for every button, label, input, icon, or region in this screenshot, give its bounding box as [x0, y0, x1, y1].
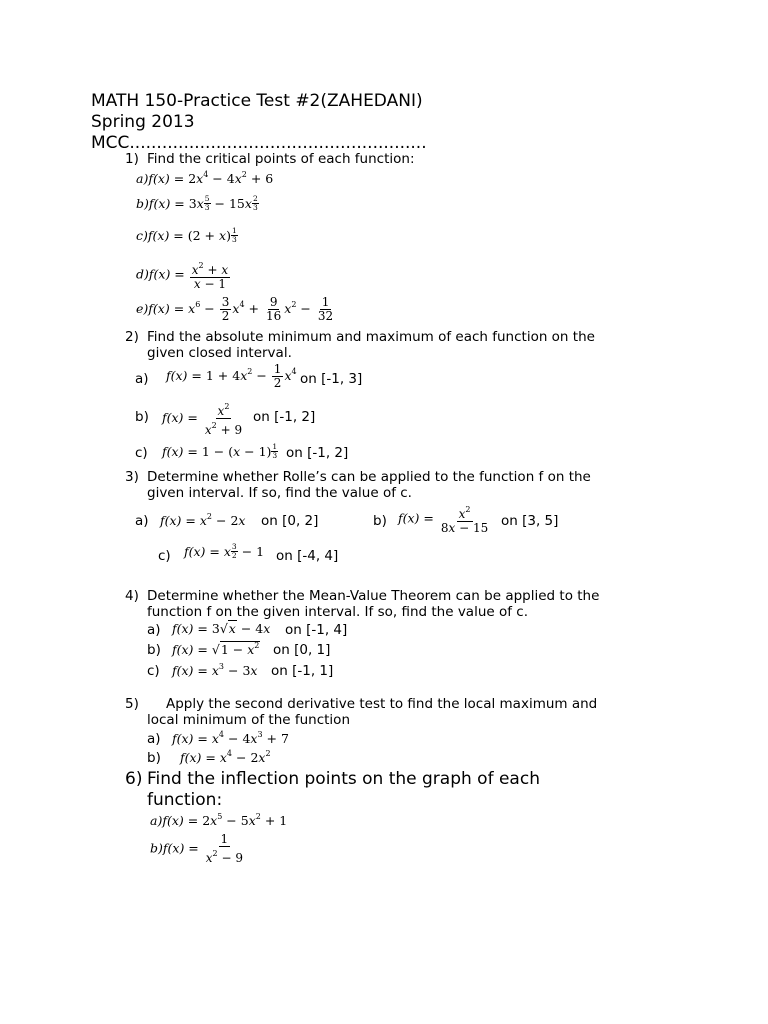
- q1b-label: b): [136, 196, 149, 211]
- q5-line1: Apply the second derivative test to find the local maximum and: [166, 696, 598, 712]
- q4b-equation: $f(x) = √1 - x^2$: [172, 641, 260, 657]
- q2a-label: a): [135, 371, 149, 387]
- q1-number: 1): [125, 151, 139, 167]
- q3b-label: b): [373, 513, 387, 529]
- q1b-equation: b)f(x) = 3x $\frac{5}{3}$ − 15x $\frac{2}{3}$: [136, 194, 258, 212]
- q3a-interval: on [0, 2]: [261, 513, 319, 529]
- q4a-label: a): [147, 622, 161, 638]
- q3a-label: a): [135, 513, 149, 529]
- term: Spring 2013: [91, 112, 195, 132]
- q1c-equation: c)f(x) = (2 + x) $\frac{1}{3}$: [136, 226, 237, 244]
- q4c-interval: on [-1, 1]: [271, 663, 334, 679]
- q1d-equation: d)f(x) = $\frac{x^2 + x}{x - 1}$: [136, 261, 229, 291]
- q5a-label: a): [147, 731, 161, 747]
- q4c-label: c): [147, 663, 160, 679]
- q2a-equation: $f(x) = 1 + 4x^2$ − $\frac{1}{2}$ $x^4$: [166, 362, 297, 390]
- q4b-label: b): [147, 642, 161, 658]
- q2-line2: given closed interval.: [147, 345, 292, 361]
- q2b-label: b): [135, 409, 149, 425]
- q2c-label: c): [135, 445, 148, 461]
- q2a-interval: on [-1, 3]: [300, 371, 363, 387]
- q6a-label: a): [150, 813, 163, 828]
- q2b-equation: f(x) = $\frac{x^2}{x^2 + 9}$: [162, 402, 243, 437]
- q4a-interval: on [-1, 4]: [285, 622, 348, 638]
- page-title: MATH 150-Practice Test #2(ZAHEDANI): [91, 91, 423, 111]
- q6a-equation: $a)f(x) = 2x^5 - 5x^2 + 1$: [150, 812, 288, 828]
- q2c-equation: f(x) = 1 − (x − 1) $\frac{1}{3}$: [162, 442, 278, 460]
- q3c-label: c): [158, 548, 171, 564]
- q6-line1: Find the inflection points on the graph of each: [147, 769, 540, 789]
- q2c-interval: on [-1, 2]: [286, 445, 349, 461]
- q6b-equation: b)f(x) = $\frac{1}{x^2 - 9}$: [150, 832, 243, 865]
- q4a-equation: f(x) = 3√x − 4x: [172, 621, 271, 636]
- q2-number: 2): [125, 329, 139, 345]
- q3-number: 3): [125, 469, 139, 485]
- q3c-interval: on [-4, 4]: [276, 548, 339, 564]
- q2-line1: Find the absolute minimum and maximum of each function on the: [147, 329, 595, 345]
- q3-line1: Determine whether Rolle’s can be applied to the function f on the: [147, 469, 591, 485]
- q5a-equation: $f(x) = x^4 - 4x^3 + 7$: [172, 730, 289, 746]
- q6-line2: function:: [147, 790, 223, 810]
- q4c-equation: $f(x) = x^3 - 3x$: [172, 662, 258, 678]
- q6b-label: b): [150, 840, 163, 856]
- q4-line1: Determine whether the Mean-Value Theorem can be applied to the: [147, 588, 600, 604]
- q4b-interval: on [0, 1]: [273, 642, 331, 658]
- q4-line2: function f on the given interval. If so, find the value of c.: [147, 604, 528, 620]
- q3c-equation: f(x) = x $\frac{3}{2}$ − 1: [184, 542, 265, 560]
- q1-text: Find the critical points of each function:: [147, 151, 415, 167]
- q1a-label: a): [136, 171, 149, 186]
- q5b-equation: $f(x) = x^4 - 2x^2$: [180, 749, 271, 765]
- q6-number: 6): [125, 769, 143, 789]
- q1d-label: d): [136, 266, 149, 282]
- school-line: MCC.......................................................: [91, 133, 427, 153]
- q3a-equation: $f(x) = x^2 - 2x$: [160, 512, 246, 528]
- q1c-label: c): [136, 228, 148, 243]
- q1e-equation: $e)f(x) = x^6$ − $\frac{3}{2}$ $x^4$ + $\frac{9}{16}$ $x^2$ − $\frac{1}{32}$: [136, 295, 334, 323]
- q5-line2: local minimum of the function: [147, 712, 351, 728]
- q1e-label: e): [136, 301, 149, 316]
- q3b-equation: f(x) = $\frac{x^2}{8x - 15}$: [398, 505, 489, 535]
- q4-number: 4): [125, 588, 139, 604]
- q5-number: 5): [125, 696, 139, 712]
- q3-line2: given interval. If so, find the value of c.: [147, 485, 412, 501]
- q5b-label: b): [147, 750, 161, 766]
- q2b-interval: on [-1, 2]: [253, 409, 316, 425]
- q3b-interval: on [3, 5]: [501, 513, 559, 529]
- q1a-equation: $a)f(x) = 2x^4 - 4x^2 + 6$: [136, 170, 274, 186]
